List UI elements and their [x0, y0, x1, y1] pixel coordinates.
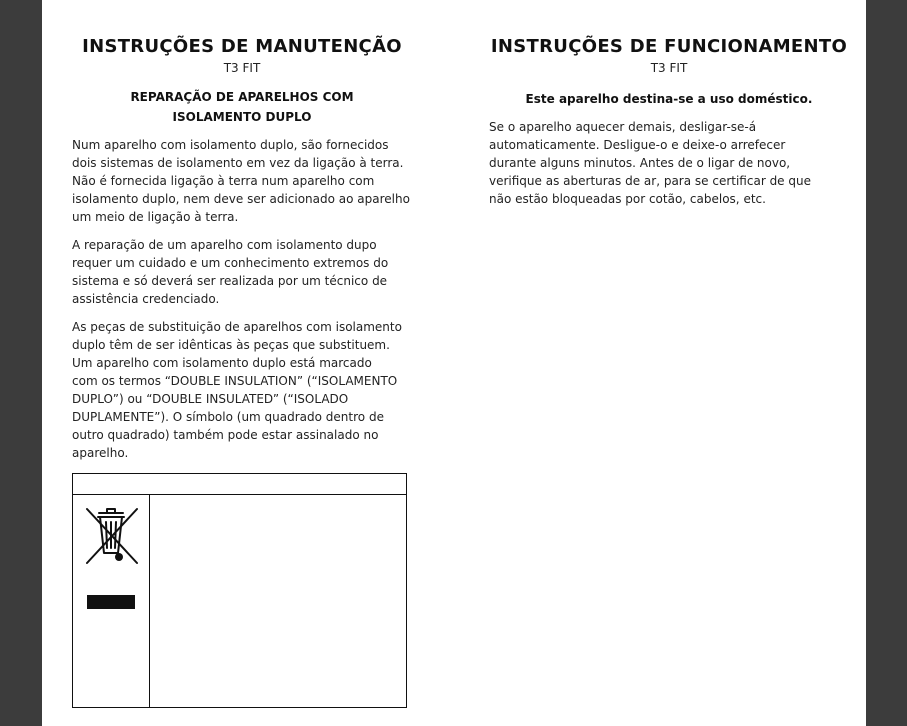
maintenance-paragraphs	[72, 136, 412, 462]
operating-model: T3 FIT	[650, 61, 688, 75]
weee-box-body	[73, 495, 406, 708]
paragraph-3-line: Um aparelho com isolamento duplo está marcado	[72, 356, 372, 370]
paragraph-1-line: Num aparelho com isolamento duplo, são fornecidos	[72, 138, 389, 152]
maintenance-model: T3 FIT	[223, 61, 261, 75]
weee-text-cell	[150, 495, 406, 708]
paragraph-2	[72, 236, 412, 308]
paragraph-1	[72, 136, 412, 226]
overheat-line: automaticamente. Desligue-o e deixe-o arrefecer	[489, 138, 786, 152]
repair-subheading-line2: ISOLAMENTO DUPLO	[172, 110, 312, 124]
weee-black-bar	[87, 595, 135, 609]
manual-page	[42, 0, 866, 726]
paragraph-3-line: duplo têm de ser idênticas às peças que substituem.	[72, 338, 390, 352]
maintenance-title: INSTRUÇÕES DE MANUTENÇÃO	[82, 36, 402, 57]
paragraph-3-line: aparelho.	[72, 446, 129, 460]
domestic-use-subheading: Este aparelho destina-se a uso doméstico.	[525, 92, 813, 106]
operating-title: INSTRUÇÕES DE FUNCIONAMENTO	[490, 36, 848, 57]
weee-icon-cell	[73, 495, 150, 708]
paragraph-3-line: com os termos “DOUBLE INSULATION” (“ISOLAMENTO	[72, 374, 398, 388]
operating-column	[489, 0, 849, 208]
paragraph-1-line: isolamento duplo, nem deve ser adicionado ao aparelho	[72, 192, 410, 206]
paragraph-3	[72, 318, 412, 462]
weee-disposal-box	[72, 473, 407, 708]
weee-box-header	[73, 474, 406, 495]
paragraph-1-line: Não é fornecida ligação à terra num aparelho com	[72, 174, 375, 188]
paragraph-2-line: assistência credenciado.	[72, 292, 220, 306]
maintenance-column	[72, 0, 412, 462]
paragraph-2-line: sistema e só deverá ser realizada por um técnico de	[72, 274, 388, 288]
overheat-line: durante alguns minutos. Antes de o ligar de novo,	[489, 156, 791, 170]
paragraph-2-line: A reparação de um aparelho com isolamento dupo	[72, 238, 377, 252]
crossed-out-wheelie-bin-icon	[73, 495, 149, 585]
repair-subheading-line1: REPARAÇÃO DE APARELHOS COM	[130, 90, 354, 104]
overheat-line: verifique as aberturas de ar, para se certificar de que	[489, 174, 811, 188]
overheat-line: Se o aparelho aquecer demais, desligar-se-á	[489, 120, 757, 134]
paragraph-1-line: dois sistemas de isolamento em vez da ligação à terra.	[72, 156, 404, 170]
paragraph-1-line: um meio de ligação à terra.	[72, 210, 239, 224]
repair-subheading	[72, 87, 412, 127]
paragraph-3-line: As peças de substituição de aparelhos com isolamento	[72, 320, 402, 334]
paragraph-3-line: DUPLAMENTE”). O símbolo (um quadrado dentro de	[72, 410, 384, 424]
paragraph-2-line: requer um cuidado e um conhecimento extremos do	[72, 256, 389, 270]
overheat-line: não estão bloqueadas por cotão, cabelos, etc.	[489, 192, 766, 206]
paragraph-3-line: DUPLO”) ou “DOUBLE INSULATED” (“ISOLADO	[72, 392, 349, 406]
paragraph-3-line: outro quadrado) também pode estar assinalado no	[72, 428, 379, 442]
overheat-paragraph	[489, 118, 849, 208]
